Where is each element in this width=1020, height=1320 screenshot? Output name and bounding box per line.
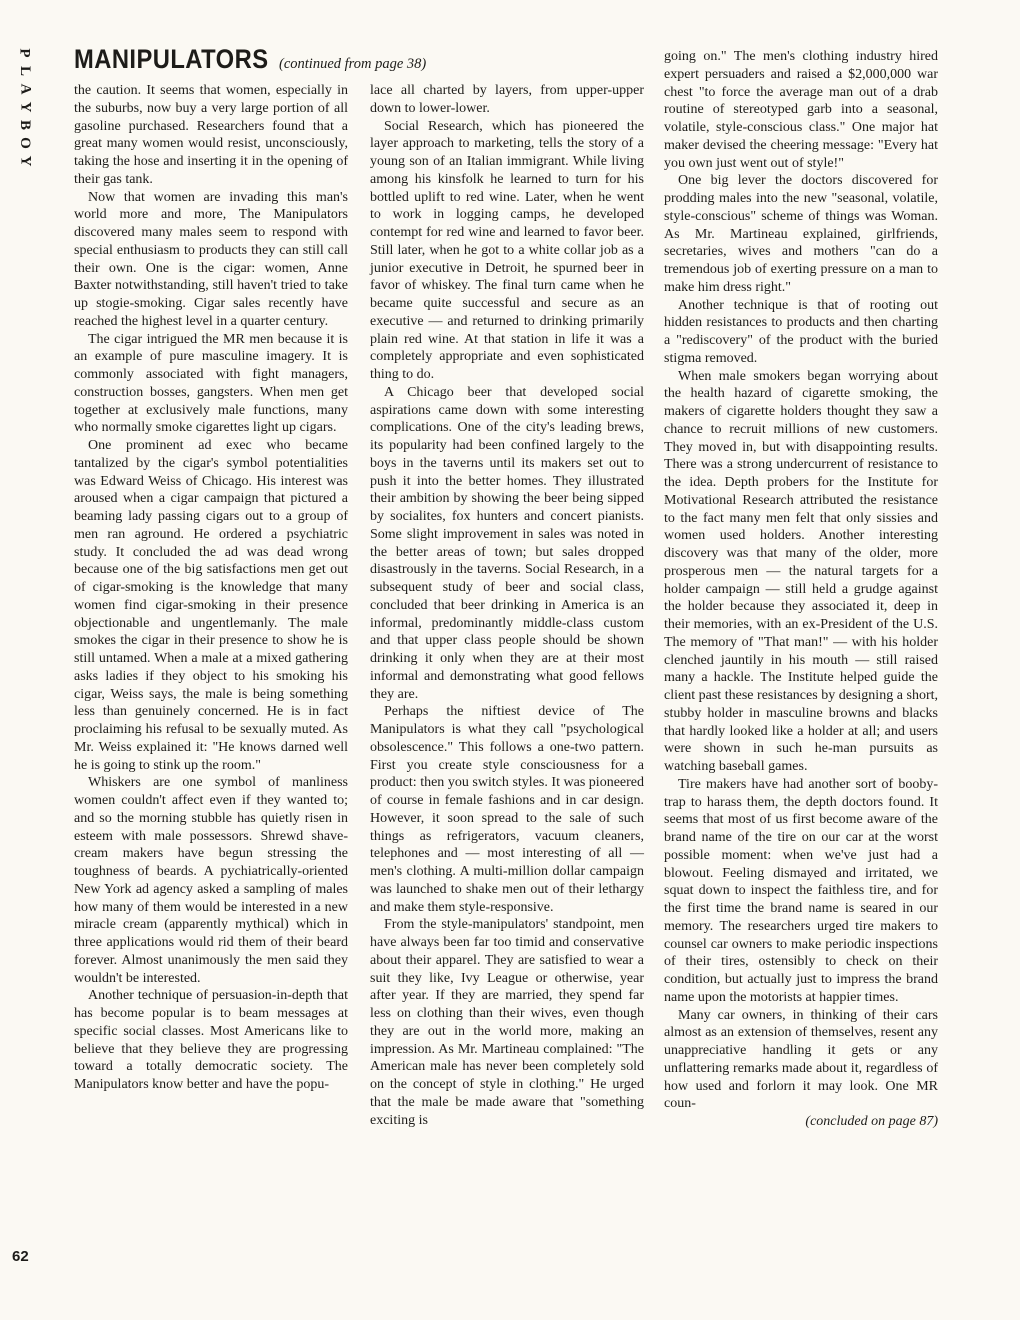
paragraph: Many car owners, in thinking of their cars almost as an extension of themselves, resent any unappreciative handling it gets or any unflattering remarks made about it, regardless of how used and forlorn it may look. One MR coun- <box>664 1007 938 1112</box>
paragraph: the caution. It seems that women, especially in the suburbs, now buy a very large portion of all gasoline purchased. Researchers found that a great many women would resist, unconsciously, taking the hose and inserting it in the opening of their gas tank. <box>74 83 348 187</box>
side-tab-letter: L <box>16 65 33 77</box>
paragraph: lace all charted by layers, from upper-upper down to lower-lower. <box>370 83 644 116</box>
article-title: MANIPULATORS <box>74 44 269 74</box>
text-column-3 <box>664 48 938 1131</box>
paragraph: Perhaps the niftiest device of The Manipulators is what they call "psychological obsolescence." This follows a one-two pattern. First you create style consciousness for a product: then you switch styles. It was pioneered of course in female fashions and in car design. However, it soon spread to the sale of such things as refrigerators, vacuum cleaners, telephones and — most interesting of all — men's clothing. A multi-million dollar campaign was launched to shake men out of their lethargy and make them style-responsive. <box>370 704 644 915</box>
paragraph: Whiskers are one symbol of manliness women couldn't affect even if they wanted to; and so the morning stubble has quietly risen in esteem with male possessors. Shrewd shave-cream makers have begun stressing the toughness of beards. A pychiatrically-oriented New York ad agency asked a sampling of males how many of them would be interested in a new miracle cream (apparently mythical) which in three applications would rid them of their beard forever. Almost unanimously the men said they wouldn't be interested. <box>74 775 348 986</box>
paragraph: One prominent ad exec who became tantalized by the cigar's symbol potentialities was Edward Weiss of Chicago. His interest was aroused when a cigar campaign that pictured a beaming lady passing cigars out to a group of men ran aground. He ordered a psychiatric study. It concluded the ad was dead wrong because one of the big satisfactions men get out of cigar-smoking is the knowledge that many women find cigar-smoking in their presence objectionable and ungentlemanly. The male smokes the cigar in their presence to show he is still untamed. When a male at a mixed gathering asks ladies if they object to his smoking his cigar, Weiss says, the male is being something less than genuinely concerned. He is in fact proclaiming his refusal to be sexually muted. As Mr. Weiss explained it: "He knows darned well he is going to stink up the room." <box>74 438 348 773</box>
page-number: 62 <box>12 1248 29 1265</box>
side-tab-letter: Y <box>17 155 33 167</box>
paragraph: Social Research, which has pioneered the layer approach to marketing, tells the story of a young son of an Italian immigrant. While living among his kinsfolk he learned to turn for his bottled uplift to red wine. Later, when he went to work in logging camps, he developed contempt for red wine and learned to favor beer. Still later, when he got to a white collar job as a junior executive in Detroit, he spurned beer in favor of whiskey. The final turn came when he became quite successful and secure as an executive — and returned to drinking primarily plain red wine. At that station in life it was a completely appropriate and even sophisticated thing to do. <box>370 118 644 382</box>
side-tab-letter: O <box>16 137 33 149</box>
continued-note: (continued from page 38) <box>279 56 427 72</box>
paragraph: A Chicago beer that developed social aspirations came down with some interesting complications. One of the city's leading brews, its popularity had been confined largely to the boys in the taverns until its makers set out to push it into the better homes. They illustrated their ambition by showing the beer being sipped by socialites, fox hunters and concert pianists. Some slight improvement in sales was noted in the better areas of town; but sales dropped disastrously in the taverns. Social Research, in a subsequent study of beer and social class, concluded that beer drinking in America is an informal, predominantly middle-class custom and that upper class people should be shown drinking it only when they are at their most informal and demonstrating what good fellows they are. <box>370 384 644 702</box>
paragraph: One big lever the doctors discovered for prodding males into the new "seasonal, volatile, style-conscious" scheme of things was Woman. As Mr. Martineau explained, girlfriends, secretaries, wives and mothers "can do a tremendous job of exerting pressure on a man to make him dress right." <box>664 173 938 295</box>
side-tab-letter: B <box>16 119 33 131</box>
paragraph: Now that women are invading this man's world more and more, The Manipulators discovered many males seem to respond with special enthusiasm to products they can still call their own. One is the cigar: women, Anne Baxter notwithstanding, still haven't tried to take up stogie-smoking. Cigar sales recently have reached the highest level in a quarter century. <box>74 189 348 329</box>
paragraph: When male smokers began worrying about the health hazard of cigarette smoking, the makers of cigarette holders thought they saw a chance to recruit millions of new customers. They moved in, but with disappointing results. There was a strong undercurrent of resistance to the idea. Depth probers for the Institute for Motivational Research attributed the resistance to the fact many men felt that only sissies and women used holders. Another interesting discovery was that many of the older, more prosperous men — the natural targets for a holder campaign — still held a grudge against the holder because they associated it, deep in their memories, with an ex-President of the U.S. The memory of "That man!" — with his holder clenched jauntily in his mouth — still raised many a hackle. The Institute helped guide the client past these resistances by designing a short, stubby holder in masculine browns and blacks that hardly looked like a holder at all; and users were shown in such he-man pursuits as watching baseball games. <box>664 368 938 774</box>
side-tab-letter: P <box>16 48 33 58</box>
paragraph: Tire makers have had another sort of booby-trap to harass them, the depth doctors found. It seems that most of us first become aware of the brand name of the tire on our car at the worst possible moment: when we've just had a blowout. Feeling dismayed and irritated, we squat down to inspect the faithless tire, and for the first time the brand name is seared in our memory. The researchers urged tire makers to counsel car owners to make periodic inspections of their tires, ostensibly to check on their condition, but actually just to impress the brand name upon the motorists at happier times. <box>664 776 938 1005</box>
magazine-side-tab <box>8 44 40 170</box>
side-tab-letter: A <box>17 83 33 95</box>
paragraph: going on." The men's clothing industry hired expert persuaders and raised a $2,000,000 war chest "to force the average man out of a drab routine of stereotyped garb into a seasonal, volatile, style-conscious class." One major hat maker devised the cheering message: "Every hat you own just went out of style!" <box>664 49 938 171</box>
paragraph: Another technique is that of rooting out hidden resistances to products and then charting a "rediscovery" of the product with the buried stigma removed. <box>664 297 938 366</box>
concluded-note: (concluded on page 87) <box>805 1114 938 1129</box>
text-column-1 <box>74 82 348 1094</box>
side-tab-letter: Y <box>17 101 33 113</box>
paragraph: From the style-manipulators' standpoint, men have always been far too timid and conservative about their apparel. They are satisfied to wear a suit they like, Ivy League or otherwise, year after year. If they are married, they spend far less on clothing than their wives, even though they are out in the world more, making an impression. As Mr. Martineau complained: "The American male has never been completely sold on the concept of style in clothing." He urged that the male be made aware that "something exciting is <box>370 917 644 1128</box>
paragraph: Another technique of persuasion-in-depth that has become popular is to beam messages at specific social classes. Most Americans like to believe that they believe they are progressing toward a totally democratic society. The Manipulators know better and have the popu- <box>74 988 348 1092</box>
text-column-2 <box>370 82 644 1129</box>
paragraph: The cigar intrigued the MR men because it is an example of pure masculine imagery. It is commonly associated with fight managers, construction bosses, gangsters. When men get together at exclusively male functions, many who normally smoke cigarettes light up cigars. <box>74 331 348 436</box>
article-header <box>74 44 634 78</box>
